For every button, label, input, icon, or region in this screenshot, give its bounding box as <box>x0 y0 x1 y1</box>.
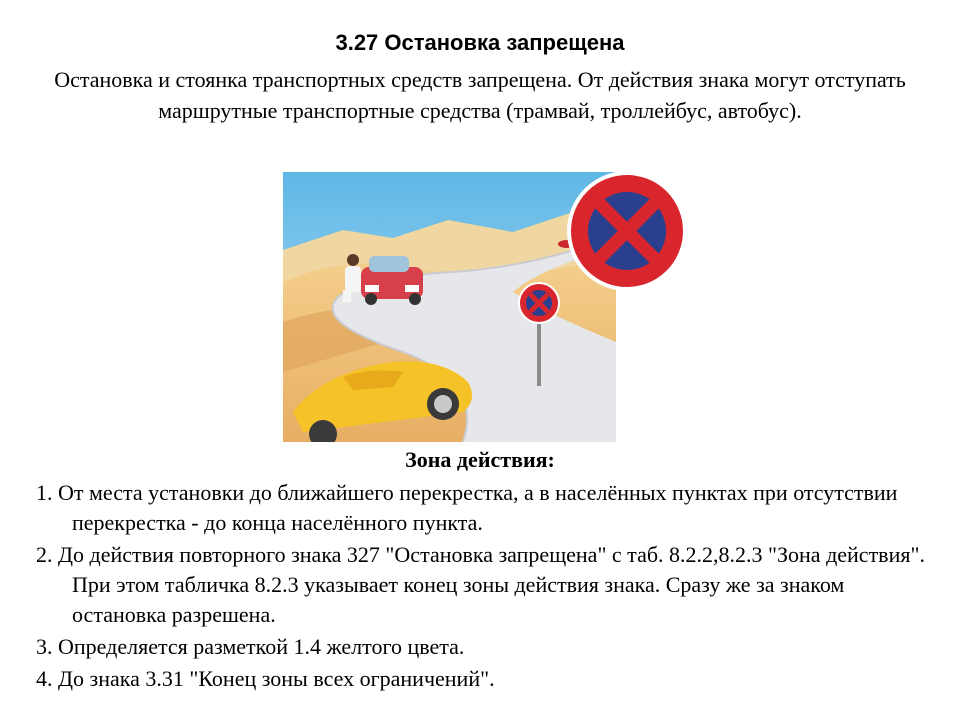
intro-text: Остановка и стоянка транспортных средств запрещена. От действия знака могут отступать маршрутные транспортные средства (трамвай, троллейбус, автобус). <box>54 67 906 123</box>
page-title: 3.27 Остановка запрещена <box>335 30 625 55</box>
zone-list <box>36 478 936 696</box>
list-item: 3. Определяется разметкой 1.4 желтого цвета. <box>36 634 465 659</box>
list-item: 1. От места установки до ближайшего перекрестка, а в населённых пунктах при отсутствии перекрестка - до конца населённого пункта. <box>36 480 898 535</box>
no-stopping-sign-icon <box>566 170 688 292</box>
list-item: 4. До знака 3.31 "Конец зоны всех ограничений". <box>36 666 495 691</box>
list-item: 2. До действия повторного знака 327 "Остановка запрещена" с таб. 8.2.2,8.2.3 "Зона действия". При этом табличка 8.2.3 указывает конец зоны действия знака. Сразу же за знаком остановка разрешена. <box>36 542 925 627</box>
zone-heading: Зона действия: <box>405 447 555 472</box>
small-sign-icon <box>519 283 559 323</box>
sign-post <box>537 320 541 386</box>
